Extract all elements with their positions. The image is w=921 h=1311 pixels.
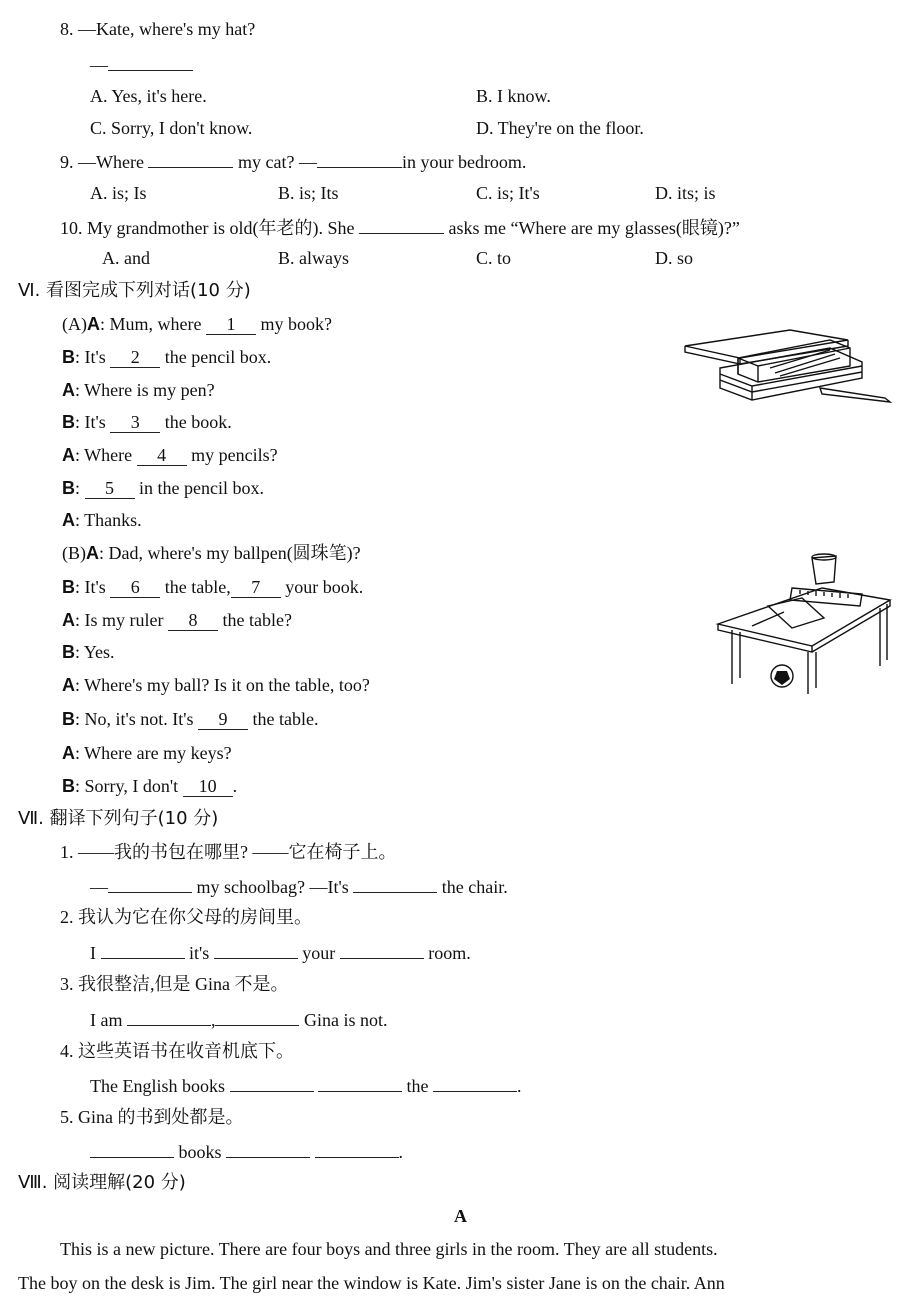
dialog-text: the book. [164, 412, 232, 432]
dialog-b-line-5 [62, 674, 370, 696]
answer-blank[interactable] [315, 1139, 399, 1158]
translate-3-chinese: 3. 我很整洁,但是 Gina 不是。 [60, 974, 289, 994]
q10-option-a: A. and [102, 248, 150, 268]
dialog-text: the pencil box. [164, 347, 272, 367]
dialog-text: : Where [75, 445, 133, 465]
q10-option-d: D. so [655, 248, 694, 268]
speaker-a: A [62, 675, 75, 695]
dialog-b-line-4 [62, 641, 115, 663]
blank-6[interactable]: 6 [110, 577, 160, 598]
q8-answer-line [90, 52, 193, 76]
dialog-text: the table? [222, 610, 292, 630]
translate-2-chinese: 2. 我认为它在你父母的房间里。 [60, 907, 312, 927]
dialog-a-line-3 [62, 379, 215, 401]
sentence-text: it's [189, 943, 210, 963]
dialog-a-line-2 [62, 346, 271, 368]
dialog-a-line-7 [62, 509, 142, 531]
q10-option-c: C. to [476, 248, 512, 268]
q8-option-a: A. Yes, it's here. [90, 86, 207, 106]
answer-blank[interactable] [340, 940, 424, 959]
dialog-b-line-3 [62, 609, 292, 631]
dialog-text: : It's [75, 412, 106, 432]
blank-1[interactable]: 1 [206, 314, 256, 335]
sentence-text: your [302, 943, 336, 963]
speaker: A [62, 380, 75, 400]
answer-blank[interactable] [127, 1007, 211, 1026]
dialog-text: : [75, 478, 81, 498]
answer-blank[interactable] [214, 940, 298, 959]
translate-5-english [90, 1139, 403, 1163]
translate-4-chinese: 4. 这些英语书在收音机底下。 [60, 1041, 294, 1061]
q8-option-d: D. They're on the floor. [476, 118, 644, 138]
section-8-title: Ⅷ. 阅读理解(20 分) [18, 1172, 186, 1193]
speaker: A [62, 510, 75, 530]
translate-1-chinese: 1. ——我的书包在哪里? ——它在椅子上。 [60, 842, 397, 862]
blank-5[interactable]: 5 [85, 478, 135, 499]
dialog-text: your book. [285, 577, 364, 597]
dialog-text: the table. [252, 709, 319, 729]
dialog-text: : It's [75, 577, 106, 597]
q9-part1: 9. —Where [60, 152, 144, 172]
translate-5-chinese: 5. Gina 的书到处都是。 [60, 1107, 244, 1127]
translate-3-english [90, 1007, 387, 1031]
speaker-b: B [62, 709, 75, 729]
dialog-b-line-2 [62, 576, 363, 598]
dialog-text: : Where is my pen? [75, 380, 215, 400]
table-with-ruler-and-ball-illustration [712, 548, 902, 696]
dialog-text: : Thanks. [75, 510, 142, 530]
speaker-a: A [62, 610, 75, 630]
dialog-text: : Dad, where's my ballpen(圆珠笔)? [99, 543, 361, 563]
dialog-text: my book? [260, 314, 332, 334]
q9-blank-1[interactable] [148, 149, 233, 168]
q10-option-b: B. always [278, 248, 349, 268]
blank-8[interactable]: 8 [168, 610, 218, 631]
dialog-a-line-4 [62, 411, 232, 433]
blank-2[interactable]: 2 [110, 347, 160, 368]
dialog-text: : Yes. [75, 642, 115, 662]
dialog-text: : Sorry, I don't [75, 776, 179, 796]
passage-label: A [454, 1206, 467, 1226]
translate-2-english [90, 940, 471, 964]
speaker: B [62, 478, 75, 498]
passage-line-2: The boy on the desk is Jim. The girl near the window is Kate. Jim's sister Jane is on the chair. Ann [18, 1273, 725, 1293]
answer-blank[interactable] [230, 1073, 314, 1092]
dialog-b-line-7 [62, 742, 232, 764]
q9-option-b: B. is; Its [278, 183, 339, 203]
sentence-text: I [90, 943, 96, 963]
speaker-a: A [62, 743, 75, 763]
sentence-text: books [178, 1142, 222, 1162]
blank-10[interactable]: 10 [183, 776, 233, 797]
sentence-text: . [517, 1076, 522, 1096]
answer-blank[interactable] [318, 1073, 402, 1092]
sentence-text: The English books [90, 1076, 225, 1096]
dialog-a-line-6 [62, 477, 264, 499]
blank-3[interactable]: 3 [110, 412, 160, 433]
section-6-title: Ⅵ. 看图完成下列对话(10 分) [18, 280, 251, 301]
sentence-text: room. [428, 943, 471, 963]
answer-blank[interactable] [433, 1073, 517, 1092]
sentence-text: the chair. [441, 877, 508, 897]
q8-stem: 8. —Kate, where's my hat? [60, 19, 256, 39]
dialog-text: : Mum, where [100, 314, 202, 334]
sentence-text: Gina is not. [303, 1010, 388, 1030]
q8-option-b: B. I know. [476, 86, 551, 106]
passage-line-1: This is a new picture. There are four boys and three girls in the room. They are all students. [60, 1239, 718, 1259]
dialog-text: my pencils? [191, 445, 278, 465]
dialog-text: : It's [75, 347, 106, 367]
speaker: A [87, 314, 100, 334]
q8-blank[interactable] [108, 52, 193, 71]
translate-4-english [90, 1073, 522, 1097]
dialog-text: : No, it's not. It's [75, 709, 194, 729]
q10-part2: asks me “Where are my glasses(眼镜)?” [448, 218, 740, 238]
speaker-a: A [86, 543, 99, 563]
dialog-b-line-1 [62, 542, 361, 564]
q9-stem [60, 149, 526, 173]
q8-dash: — [90, 55, 108, 75]
speaker-b: B [62, 642, 75, 662]
sentence-text: my schoolbag? —It's [196, 877, 349, 897]
blank-9[interactable]: 9 [198, 709, 248, 730]
sentence-text: . [398, 1142, 404, 1162]
answer-blank[interactable] [101, 940, 185, 959]
dialog-a-tag: (A) [62, 314, 87, 334]
dialog-text: : Where are my keys? [75, 743, 232, 763]
dialog-b-line-8 [62, 775, 237, 797]
speaker: A [62, 445, 75, 465]
q10-stem [60, 215, 740, 239]
speaker-b: B [62, 776, 75, 796]
books-pencil-box-illustration [680, 318, 895, 408]
dialog-b-line-6 [62, 708, 318, 730]
answer-blank[interactable] [215, 1007, 299, 1026]
translate-1-english [90, 874, 508, 898]
dialog-b-tag: (B) [62, 543, 86, 563]
q9-option-d: D. its; is [655, 183, 716, 203]
q10-part1: 10. My grandmother is old(年老的). She [60, 218, 355, 238]
dialog-text: : Is my ruler [75, 610, 164, 630]
q9-option-a: A. is; Is [90, 183, 147, 203]
speaker: B [62, 347, 75, 367]
speaker-b: B [62, 577, 75, 597]
dialog-text: the table, [164, 577, 231, 597]
q9-blank-2[interactable] [317, 149, 402, 168]
q9-part3: in your bedroom. [401, 152, 527, 172]
sentence-text: I am [90, 1010, 123, 1030]
answer-blank[interactable] [353, 874, 437, 893]
answer-blank[interactable] [226, 1139, 310, 1158]
blank-4[interactable]: 4 [137, 445, 187, 466]
dialog-text: in the pencil box. [139, 478, 264, 498]
dialog-a-line-1 [62, 313, 332, 335]
speaker: B [62, 412, 75, 432]
blank-7[interactable]: 7 [231, 577, 281, 598]
sentence-text: the [406, 1076, 429, 1096]
answer-blank[interactable] [108, 874, 192, 893]
answer-blank[interactable] [90, 1139, 174, 1158]
sentence-text: , [210, 1010, 216, 1030]
q8-option-c: C. Sorry, I don't know. [90, 118, 253, 138]
q9-part2: my cat? — [237, 152, 317, 172]
sentence-text: — [90, 877, 108, 897]
dialog-text: . [232, 776, 238, 796]
section-7-title: Ⅶ. 翻译下列句子(10 分) [18, 808, 219, 829]
q9-option-c: C. is; It's [476, 183, 540, 203]
q10-blank[interactable] [359, 215, 444, 234]
dialog-text: : Where's my ball? Is it on the table, too? [75, 675, 370, 695]
dialog-a-line-5 [62, 444, 278, 466]
